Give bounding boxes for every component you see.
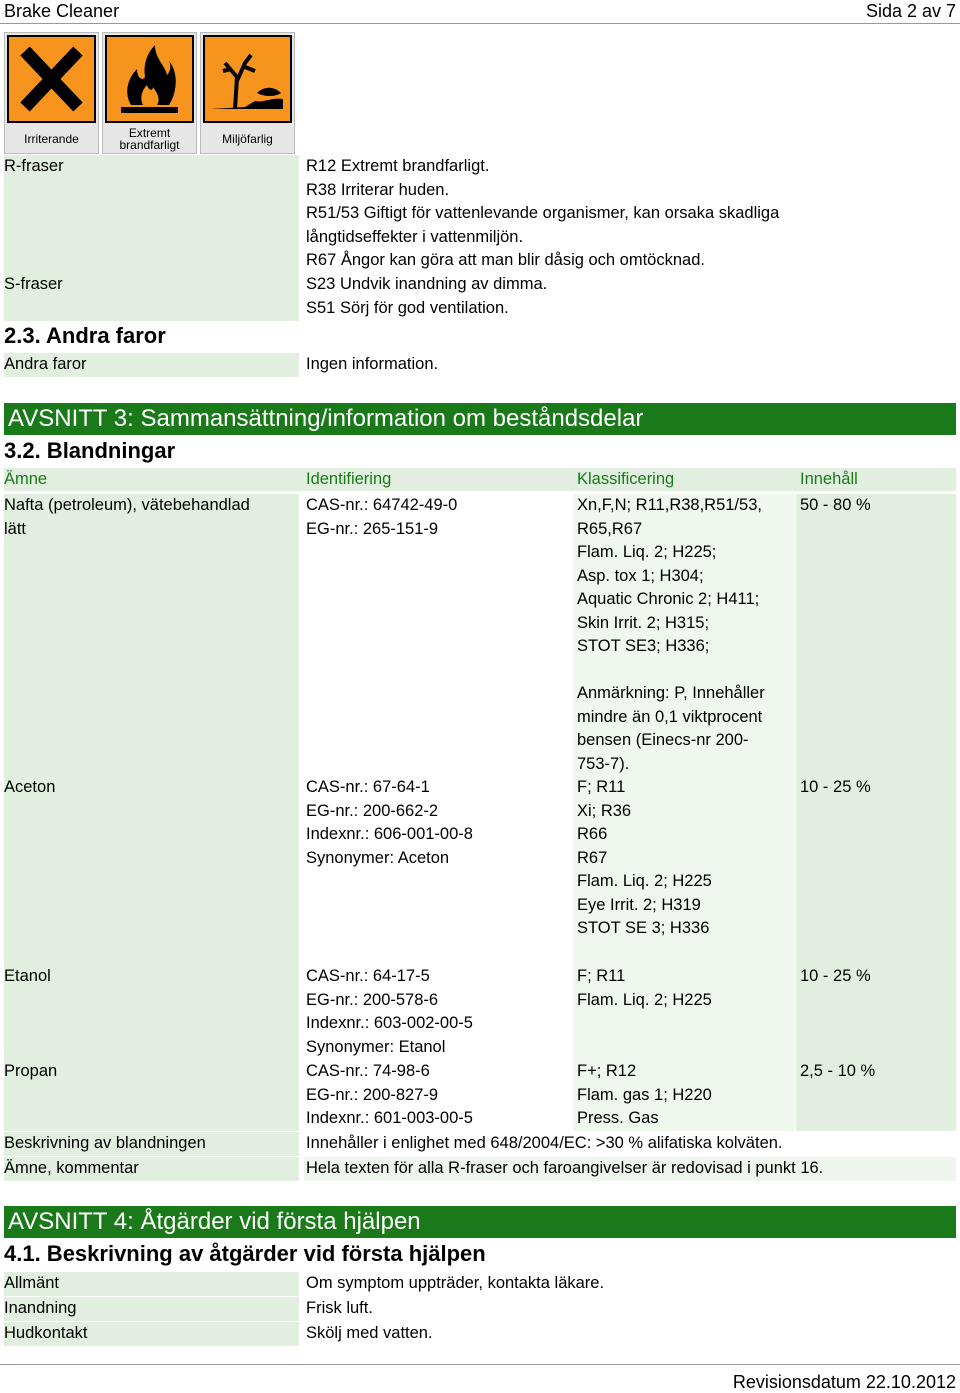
other-hazards-label-cell [4, 353, 299, 377]
document-header [0, 0, 960, 22]
first-aid-label-cell [4, 1297, 299, 1321]
page-number: Sida 2 av 7 [865, 1, 956, 21]
column-header-substance: Ämne [4, 470, 48, 488]
substance-content: 10 - 25 % [800, 967, 871, 985]
r-phrase-line: R67 Ångor kan göra att man blir dåsig och omtöcknad. [306, 251, 705, 269]
r-phrase-line: långtidseffekter i vattenmiljön. [306, 227, 524, 246]
column-header-identification: Identifiering [306, 470, 392, 488]
s-phrase-line: S51 Sörj för god ventilation. [306, 298, 509, 317]
pictogram-caption: Irriterande [24, 132, 79, 146]
section-3-2-heading: 3.2. Blandningar [4, 438, 176, 463]
substance-identification: CAS-nr.: 74-98-6 EG-nr.: 200-827-9 Indexnr.: 601-003-00-5 [306, 1062, 473, 1127]
substance-name: Aceton [4, 778, 56, 796]
substance-name: Propan [4, 1062, 58, 1080]
footer-rule [0, 1364, 960, 1365]
substance-comment-label: Ämne, kommentar [4, 1159, 139, 1177]
revision-date: Revisionsdatum 22.10.2012 [732, 1372, 956, 1392]
first-aid-value: Skölj med vatten. [306, 1324, 433, 1342]
substance-comment-label-cell [4, 1157, 299, 1181]
section-3-title: AVSNITT 3: Sammansättning/information om beståndsdelar [4, 403, 956, 435]
header-rule [0, 23, 960, 24]
first-aid-label-cell [4, 1322, 299, 1346]
s-phrase-line: S23 Undvik inandning av dimma. [306, 275, 548, 293]
substance-name: Nafta (petroleum), vätebehandlad lätt [4, 496, 250, 538]
substance-classification: F+; R12 Flam. gas 1; H220 Press. Gas [577, 1062, 712, 1127]
first-aid-value: Om symptom uppträder, kontakta läkare. [306, 1274, 605, 1292]
substance-content: 50 - 80 % [800, 496, 871, 514]
r-phrases-label: R-fraser [4, 157, 64, 175]
flame-icon [105, 35, 194, 123]
pictogram-environment [200, 32, 295, 154]
other-hazards-label: Andra faror [4, 355, 87, 373]
substance-classification: F; R11 Flam. Liq. 2; H225 [577, 967, 712, 1009]
section-4-1-heading: 4.1. Beskrivning av åtgärder vid första hjälpen [4, 1241, 486, 1266]
substance-identification: CAS-nr.: 64-17-5 EG-nr.: 200-578-6 Indexnr.: 603-002-00-5 Synonymer: Etanol [306, 967, 473, 1056]
substance-classification: F; R11 Xi; R36 R66 R67 Flam. Liq. 2; H225 Eye Irrit. 2; H319 STOT SE 3; H336 [577, 778, 712, 937]
r-phrase-line: R12 Extremt brandfarligt. [306, 157, 490, 175]
content-column-band [796, 494, 956, 1131]
mixture-description-value: Innehåller i enlighet med 648/2004/EC: >30 % alifatiska kolväten. [306, 1134, 783, 1152]
mixture-description-label: Beskrivning av blandningen [4, 1134, 206, 1152]
column-header-classification: Klassificering [577, 470, 675, 488]
substance-name: Etanol [4, 967, 51, 985]
irritant-x-icon [7, 35, 96, 123]
substance-identification: CAS-nr.: 64742-49-0 EG-nr.: 265-151-9 [306, 496, 458, 538]
environment-icon [203, 35, 292, 123]
first-aid-label: Hudkontakt [4, 1324, 88, 1342]
pictogram-irritant [4, 32, 99, 154]
r-phrases-list [306, 155, 956, 273]
substance-column-band [4, 494, 299, 1131]
substance-identification: CAS-nr.: 67-64-1 EG-nr.: 200-662-2 Indexnr.: 606-001-00-8 Synonymer: Aceton [306, 778, 473, 867]
section-4-title: AVSNITT 4: Åtgärder vid första hjälpen [4, 1206, 956, 1238]
s-phrases-list [306, 273, 956, 320]
substance-content: 2,5 - 10 % [800, 1062, 876, 1080]
r-phrases-label-cell [4, 155, 299, 273]
r-phrase-line: R51/53 Giftigt för vattenlevande organismer, kan orsaka skadliga [306, 204, 780, 222]
substance-comment-value: Hela texten för alla R-fraser och faroangivelser är redovisad i punkt 16. [306, 1159, 824, 1177]
r-phrase-line: R38 Irriterar huden. [306, 180, 450, 199]
first-aid-label: Inandning [4, 1299, 77, 1317]
product-name: Brake Cleaner [4, 1, 120, 21]
pictogram-caption: Extremt brandfarligt [119, 126, 180, 152]
first-aid-label-cell [4, 1272, 299, 1296]
section-2-3-heading: 2.3. Andra faror [4, 323, 166, 348]
pictogram-flammable [102, 32, 197, 154]
column-header-content: Innehåll [800, 470, 858, 488]
mixture-description-label-cell [4, 1132, 299, 1156]
table-header-row [4, 468, 956, 491]
other-hazards-value: Ingen information. [306, 355, 439, 373]
hazard-pictograms [4, 32, 299, 154]
pictogram-caption: Miljöfarlig [222, 132, 273, 146]
substance-content: 10 - 25 % [800, 778, 871, 796]
s-phrases-label-cell [4, 273, 299, 321]
first-aid-label: Allmänt [4, 1274, 60, 1292]
first-aid-value: Frisk luft. [306, 1299, 373, 1317]
s-phrases-label: S-fraser [4, 275, 63, 293]
substance-classification: Xn,F,N; R11,R38,R51/53, R65,R67 Flam. Liq. 2; H225; Asp. tox 1; H304; Aquatic Chronic 2; H411; Skin Irrit. 2; H315; STOT SE3; H336; Anmärkning: P, Innehåller mindre än 0,1 viktprocent bensen (Einecs-nr 200- 753-7). [577, 496, 765, 773]
